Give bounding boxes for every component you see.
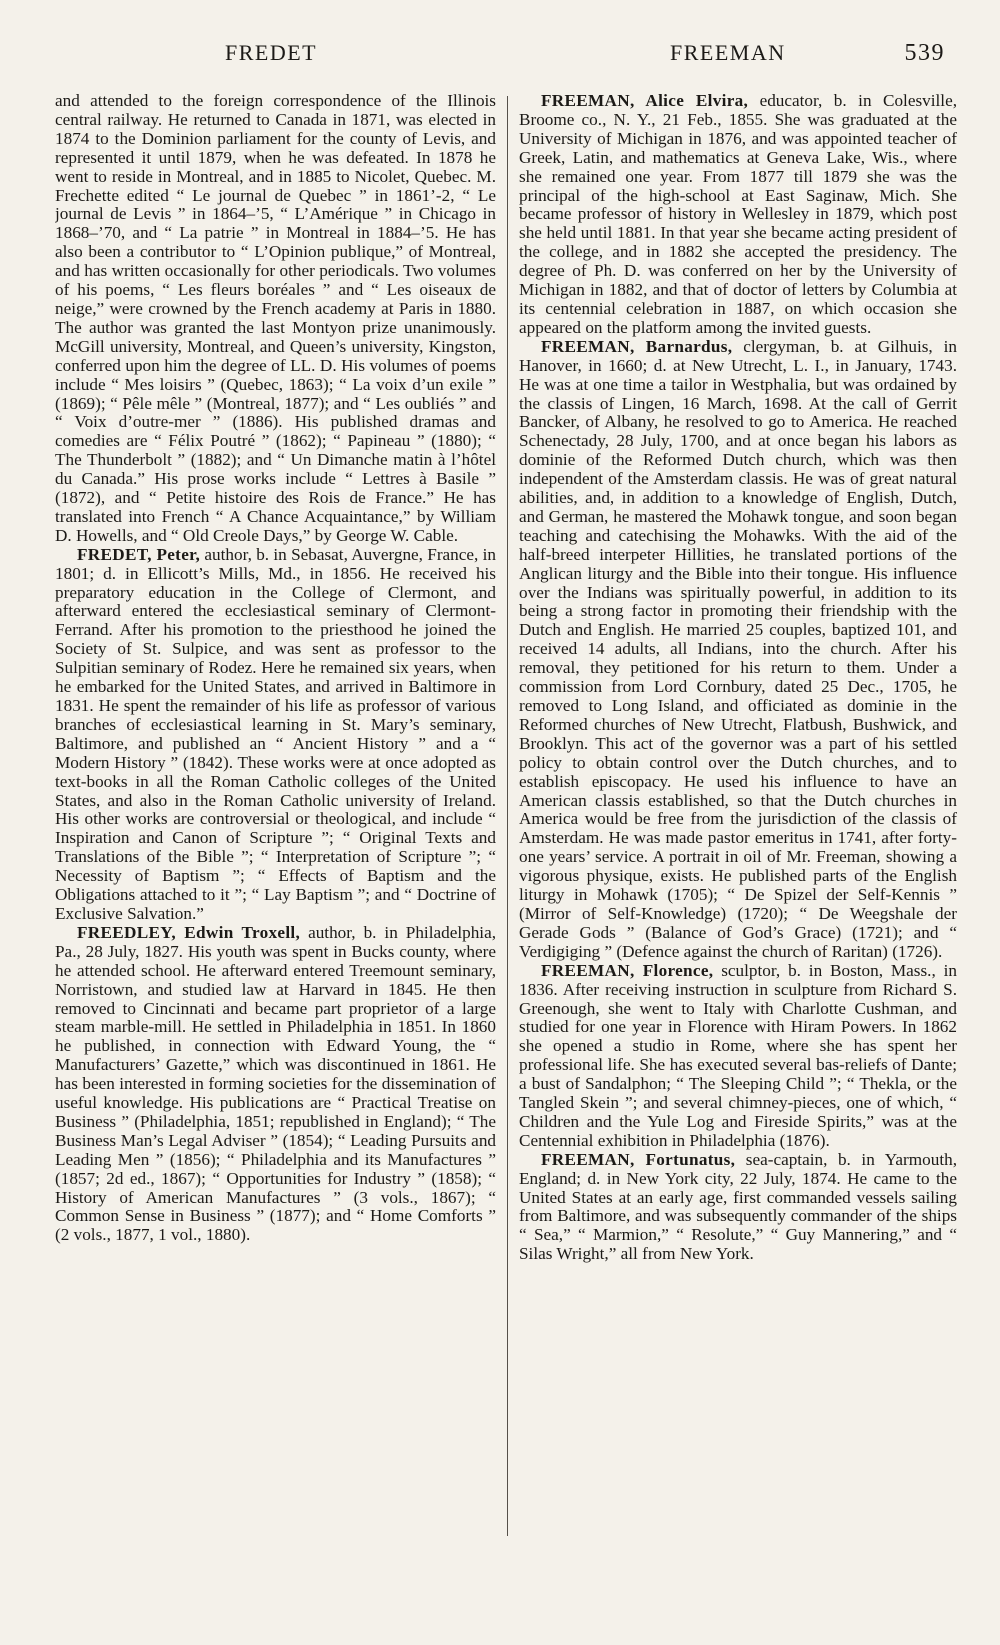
column-divider	[507, 96, 508, 1536]
running-head-left: FREDET	[225, 40, 318, 65]
entry-freeman-fortunatus	[519, 1151, 957, 1264]
entry-text: sea-captain, b. in Yarmouth, England; d. in New York city, 22 July, 1874. He came to the United States at an early age, first commanded vessels sailing from Baltimore, and was subsequently commander of the ships “ Sea,” “ Marmion,” “ Resolute,” “ Guy Mannering,” and “ Silas Wright,” all from New York.	[519, 1149, 957, 1264]
entry-headword: FREDET, Peter,	[77, 544, 201, 564]
continuation-paragraph: and attended to the foreign correspondence of the Illinois central railway. He returned to Canada in 1871, was elected in 1874 to the Dominion parliament for the county of Levis, and represented it until 1879, when he was defeated. In 1878 he went to reside in Montreal, and in 1885 to Nicolet, Quebec. M. Frechette edited “ Le journal de Quebec ” in 1861’-2, “ Le journal de Levis ” in 1864–’5, “ L’Amérique ” in Chicago in 1868–’70, and “ La patrie ” in Montreal in 1884–’5. He has also been a contributor to “ L’Opinion publique,” of Montreal, and has written occasionally for other periodicals. Two volumes of his poems, “ Les fleurs boréales ” and “ Les oiseaux de neige,” were crowned by the French academy at Paris in 1880. The author was granted the last Montyon prize unanimously. McGill university, Montreal, and Queen’s university, Kingston, conferred upon him the degree of LL. D. His volumes of poems include “ Mes loisirs ” (Quebec, 1863); “ La voix d’un exile ” (1869); “ Pêle mêle ” (Montreal, 1877); and “ Les oubliés ” and “ Voix d’outre-mer ” (1886). His published dramas and comedies are “ Félix Poutré ” (1862); “ Papineau ” (1880); “ The Thunderbolt ” (1882); and “ Un Dimanche matin à l’hôtel du Canada.” His prose works include “ Lettres à Basile ” (1872), and “ Petite histoire des Rois de France.” He has translated into French “ A Chance Acquaintance,” by William D. Howells, and “ Old Creole Days,” by George W. Cable.	[55, 92, 496, 545]
entry-text: author, b. in Philadelphia, Pa., 28 July, 1827. His youth was spent in Bucks county, where he attended school. He afterward entered Treemount seminary, Norristown, and studied law at Harvard in 1845. He then removed to Cincinnati and became part proprietor of a large steam marble-mill. He settled in Philadelphia in 1851. In 1860 he published, in connection with Edward Young, the “ Manufacturers’ Gazette,” which was discontinued in 1861. He has been interested in forming societies for the dissemination of useful knowledge. His publications are “ Practical Treatise on Business ” (Philadelphia, 1851; republished in England); “ The Business Man’s Legal Adviser ” (1854); “ Leading Pursuits and Leading Men ” (1856); “ Philadelphia and its Manufactures ” (1857; 2d ed., 1867); “ Opportunities for Industry ” (1858); “ History of American Manufactures ” (3 vols., 1867); “ Common Sense in Business ” (1877); and “ Home Comforts ” (2 vols., 1877, 1 vol., 1880).	[55, 922, 496, 1245]
entry-headword: FREEMAN, Barnardus,	[541, 336, 733, 356]
entry-freeman-florence	[519, 962, 957, 1151]
right-column	[519, 92, 957, 1622]
entry-text: sculptor, b. in Boston, Mass., in 1836. After receiving instruction in sculpture from Richard S. Greenough, she went to Italy with Charlotte Cushman, and studied for one year in Florence with Hiram Powers. In 1862 she opened a studio in Rome, where she has spent her professional life. She has executed several bas-reliefs of Dante; a bust of Sandalphon; “ The Sleeping Child ”; “ Thekla, or the Tangled Skein ”; and several chimney-pieces, one of which, “ Children and the Yule Log and Fireside Spirits,” was at the Centennial exhibition in Philadelphia (1876).	[519, 960, 957, 1150]
running-head	[55, 40, 945, 70]
entry-headword: FREEMAN, Florence,	[541, 960, 714, 980]
entry-headword: FREEDLEY, Edwin Troxell,	[77, 922, 301, 942]
entry-headword: FREEMAN, Fortunatus,	[541, 1149, 736, 1169]
page-number: 539	[904, 40, 945, 66]
entry-text: educator, b. in Colesville, Broome co., N. Y., 21 Feb., 1855. She was graduated at the University of Michigan in 1876, and was appointed teacher of Greek, Latin, and mathematics at Geneva Lake, Wis., where she remained one year. From 1877 till 1879 she was the principal of the high-school at East Saginaw, Mich. She became professor of history in Wellesley in 1879, which post she held until 1881. In that year she became acting president of the college, and in 1882 she accepted the presidency. The degree of Ph. D. was conferred on her by the University of Michigan in 1882, and that of doctor of letters by Columbia at its centennial celebration in 1887, on which occasion she appeared on the platform among the invited guests.	[519, 92, 957, 337]
left-column	[55, 92, 496, 1622]
entry-freeman-alice	[519, 92, 957, 338]
running-head-center: FREEMAN	[670, 40, 786, 65]
entry-freedley-edwin	[55, 924, 496, 1245]
entry-freeman-barnardus	[519, 338, 957, 962]
entry-text: author, b. in Sebasat, Auvergne, France, in 1801; d. in Ellicott’s Mills, Md., in 1856. He received his preparatory education in the College of Clermont, and afterward entered the ecclesiastical seminary of Clermont-Ferrand. After his promotion to the priesthood he joined the Society of St. Sulpice, and was sent as professor to the Sulpitian seminary of Rodez. Here he remained six years, when he embarked for the United States, and arrived in Baltimore in 1831. He spent the remainder of his life as professor of various branches of ecclesiastical learning in St. Mary’s seminary, Baltimore, and published an “ Ancient History ” and a “ Modern History ” (1842). These works were at once adopted as text-books in all the Roman Catholic colleges of the United States, and also in the Roman Catholic university of Ireland. His other works are controversial or theological, and include “ Inspiration and Canon of Scripture ”; “ Original Texts and Translations of the Bible ”; “ Interpretation of Scripture ”; “ Necessity of Baptism ”; “ Effects of Baptism and the Obligations attached to it ”; “ Lay Baptism ”; and “ Doctrine of Exclusive Salvation.”	[55, 544, 496, 923]
entry-text: clergyman, b. at Gilhuis, in Hanover, in 1660; d. at New Utrecht, L. I., in January, 1743. He was at one time a tailor in Westphalia, but was ordained by the classis of Lingen, 16 March, 1698. At the call of Gerrit Bancker, of Albany, he resolved to go to America. He reached Schenectady, 28 July, 1700, and at once began his labors as dominie of the Reformed Dutch church, which was then independent of the Amsterdam classis. He was of great natural abilities, and, in addition to a knowledge of English, Dutch, and German, he mastered the Mohawk tongue, and soon began teaching and catechising the Mohawks. With the aid of the half-breed interpeter Hillities, he translated portions of the Anglican liturgy and the Bible into their tongue. His influence over the Indians was spiritually powerful, in addition to its being a strong factor in promoting their friendship with the Dutch and English. He married 25 couples, baptized 101, and received 14 adults, all Indians, into the church. After his removal, they petitioned for his return to them. Under a commission from Lord Cornbury, dated 25 Dec., 1705, he removed to Long Island, and officiated as dominie in the Reformed churches of New Utrecht, Flatbush, Bushwick, and Brooklyn. This act of the governor was a part of his settled policy to obtain control over the Dutch churches, and to establish episcopacy. He used his influence to have an American classis established, so that the Dutch churches in America would be free from the jurisdiction of the classis of Amsterdam. He was made pastor emeritus in 1741, after forty-one years’ service. A portrait in oil of Mr. Freeman, showing a vigorous physique, exists. He published parts of the English liturgy in Mohawk (1705); “ De Spizel der Self-Kennis ” (Mirror of Self-Knowledge) (1720); “ De Weegshale der Gerade Gods ” (Balance of God’s Grace) (1721); and “ Verdigiging ” (Defence against the church of Raritan) (1726).	[519, 336, 957, 961]
entry-fredet-peter	[55, 546, 496, 924]
entry-headword: FREEMAN, Alice Elvira,	[541, 92, 749, 110]
text-columns	[55, 92, 957, 1622]
